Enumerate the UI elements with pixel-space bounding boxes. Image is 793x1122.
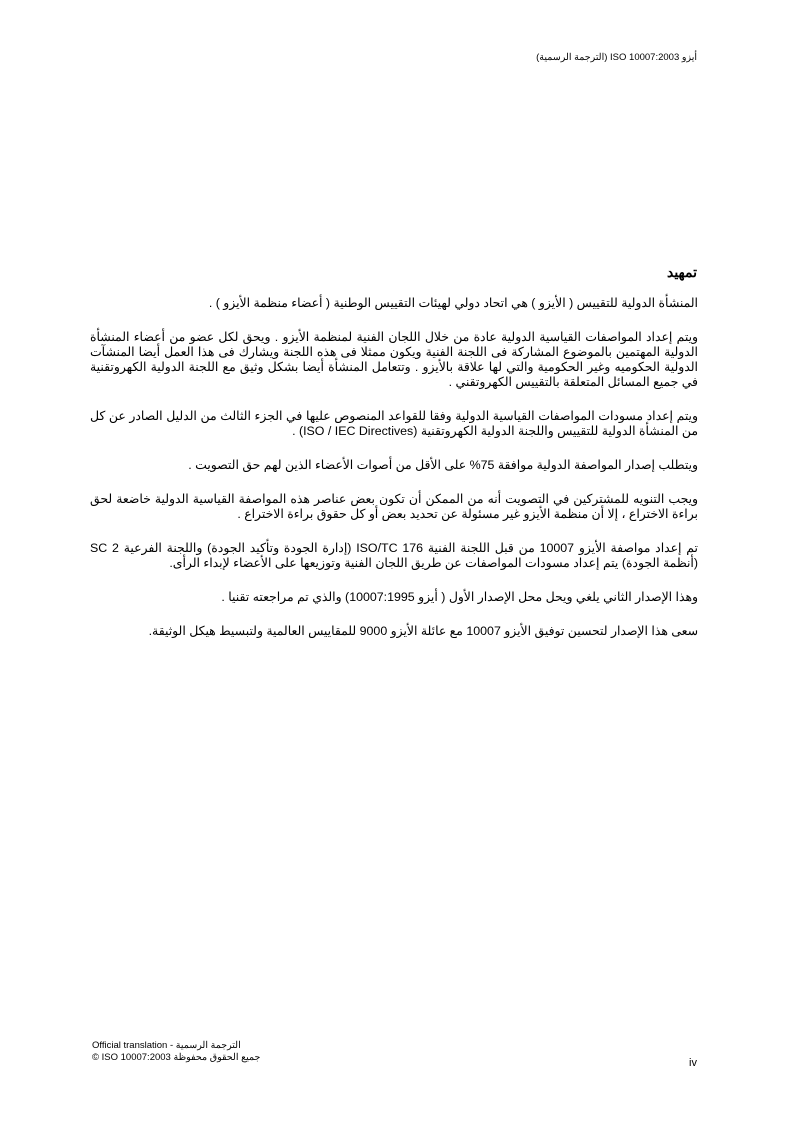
paragraph-6: تم إعداد مواصفة الأيزو 10007 من قبل اللجنة الفنية ISO/TC 176 (إدارة الجودة وتأكيد الجودة) واللجنة الفرعية SC 2 (أنظمة الجودة) يتم إعداد مسودات المواصفات عن طريق اللجان الفنية وتوزيعها على الأعضاء لإبداء الرأى. bbox=[90, 541, 699, 570]
paragraph-4: ويتطلب إصدار المواصفة الدولية موافقة 75% على الأقل من أصوات الأعضاء الذين لهم حق التصويت . bbox=[188, 458, 698, 472]
footer bbox=[92, 1040, 260, 1064]
paragraph-7: وهذا الإصدار الثاني يلغي ويحل محل الإصدار الأول ( أيزو 10007:1995) والذي تم مراجعته تقنيا . bbox=[221, 590, 698, 604]
paragraph-3: ويتم إعداد مسودات المواصفات القياسية الدولية وفقا للقواعد المنصوص عليها في الجزء الثالث من الدليل الصادر عن كل من المنشأة الدولية للتقييس واللجنة الدولية الكهروتقنية (ISO / IEC Directives) . bbox=[90, 409, 698, 438]
running-header: أيزو ISO 10007:2003 (الترجمة الرسمية) bbox=[536, 52, 697, 63]
body-text bbox=[90, 296, 698, 658]
section-title: تمهيد bbox=[666, 264, 697, 280]
footer-copyright: © ISO 10007:2003 جميع الحقوق محفوظة bbox=[92, 1052, 261, 1063]
paragraph-2: ويتم إعداد المواصفات القياسية الدولية عادة من خلال اللجان الفنية لمنظمة الأيزو . ويحق لكل عضو من أعضاء المنشأة الدولية المهتمين بالموضوع المشاركة فى اللجنة الفنية ويكون ممثلا فى هذه اللجنة ويشارك فى هذا العمل أيضا المنشآت الدولية الحكوميه وغير الحكومية والتي لها علاقة بالأيزو . وتتعامل المنشأة أيضا بشكل وثيق مع اللجنة الدولية الكهروتقنية في جميع المسائل المتعلقة بالتقييس الكهروتقني . bbox=[90, 330, 698, 389]
footer-translation-note: Official translation - الترجمة الرسمية bbox=[92, 1040, 241, 1051]
paragraph-5: ويجب التنويه للمشتركين في التصويت أنه من الممكن أن تكون بعض عناصر هذه المواصفة القياسية الدولية خاضعة لحق براءة الاختراع ، إلا أن منظمة الأيزو غير مسئولة عن تحديد بعض أو كل حقوق براءة الاختراع . bbox=[90, 492, 698, 521]
paragraph-8: سعى هذا الإصدار لتحسين توفيق الأيزو 10007 مع عائلة الأيزو 9000 للمقاييس العالمية ولتبسيط هيكل الوثيقة. bbox=[148, 624, 698, 638]
page-number: iv bbox=[689, 1057, 697, 1069]
paragraph-1: المنشأة الدولية للتقييس ( الأيزو ) هي اتحاد دولي لهيئات التقييس الوطنية ( أعضاء منظمة الأيزو ) . bbox=[208, 296, 698, 310]
